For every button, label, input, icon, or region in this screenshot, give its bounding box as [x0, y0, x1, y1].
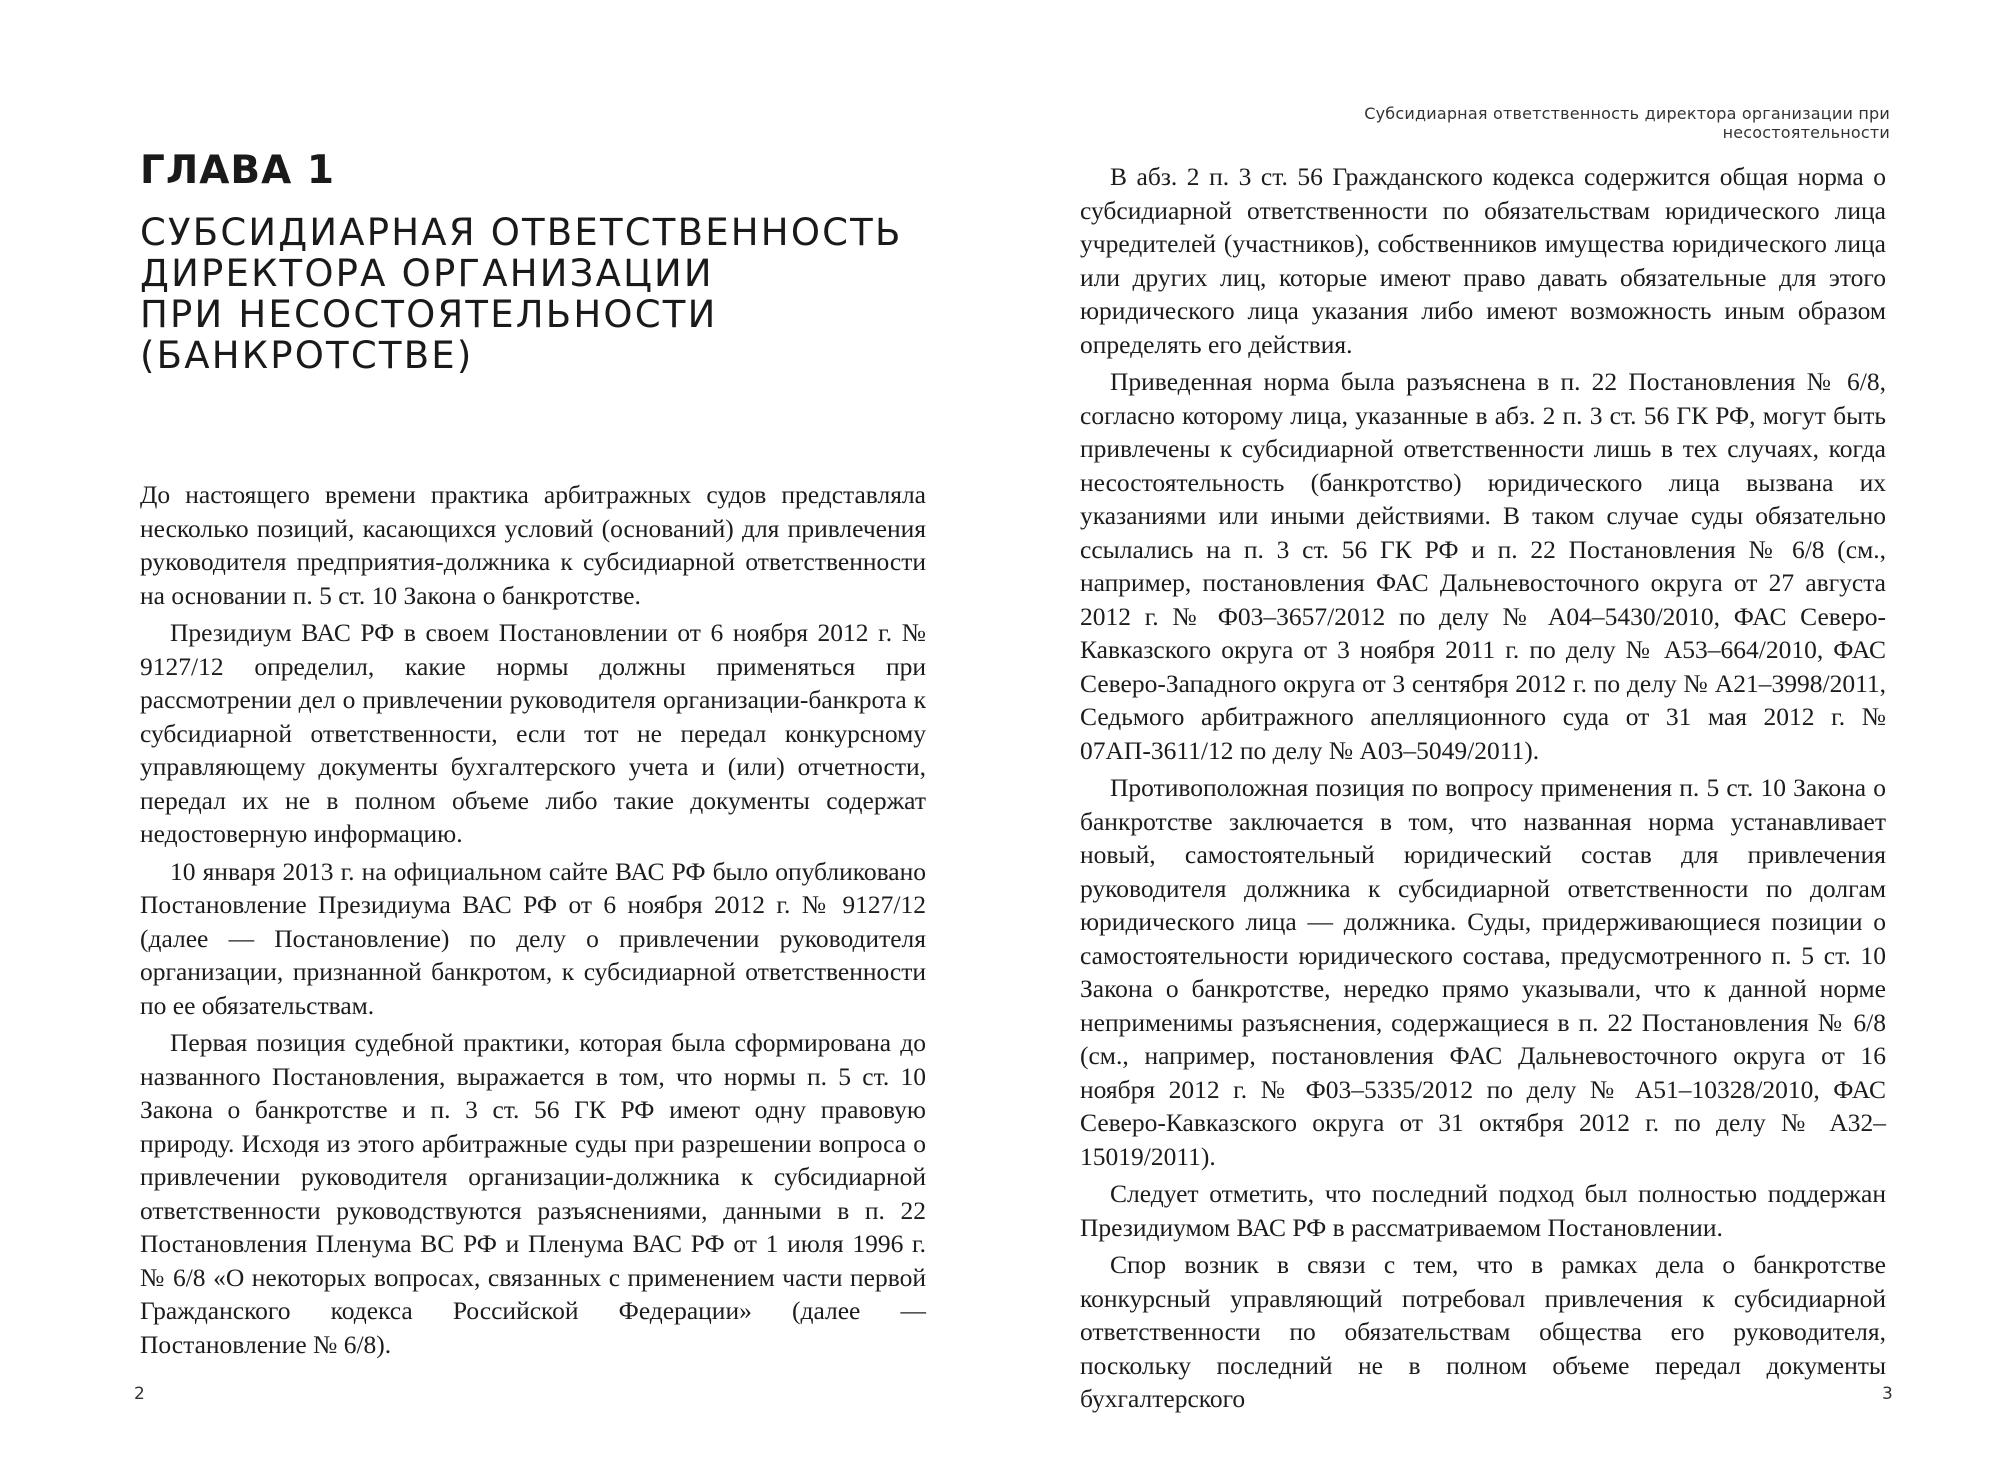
- paragraph: Первая позиция судебной практики, которая была сформирована до названного Постановления, выражается в том, что нормы п. 5 ст. 10 Закона о банкротстве и п. 3 ст. 56 ГК РФ имеют одну правовую природу. Исходя из этого арбитражные суды при разрешении вопроса о привлечении руководителя организации-должника к субсидиарной ответственности руководствуются разъяснениями, данными в п. 22 Постановления Пленума ВС РФ и Пленума ВАС РФ от 1 июля 1996 г. № 6/8 «О некоторых вопросах, связанных с применением части первой Гражданского кодекса Российской Федерации» (далее — Постановление № 6/8).: [140, 1028, 926, 1359]
- chapter-label: ГЛАВА 1: [140, 148, 336, 193]
- chapter-title-line: ДИРЕКТОРА ОРГАНИЗАЦИИ: [140, 252, 714, 295]
- paragraph: Следует отметить, что последний подход был полностью поддержан Президиумом ВАС РФ в рассматриваемом Постановлении.: [1080, 1179, 1886, 1242]
- chapter-title-line: (БАНКРОТСТВЕ): [140, 334, 474, 377]
- chapter-title: [140, 212, 903, 376]
- right-body-text: [1080, 160, 1886, 1416]
- paragraph: Спор возник в связи с тем, что в рамках дела о банкротстве конкурсный управляющий потребовал привлечения к субсидиарной ответственности по обязательствам общества его руководителя, поскольку последний не в полном объеме передал документы бухгалтерского: [1080, 1250, 1886, 1413]
- paragraph: 10 января 2013 г. на официальном сайте ВАС РФ было опубликовано Постановление Президиума ВАС РФ от 6 ноября 2012 г. № 9127/12 (далее — Постановление) по делу о привлечении руководителя организации, признанной банкротом, к субсидиарной ответственности по ее обязательствам.: [140, 856, 926, 1020]
- running-header: Субсидиарная ответственность директора организации при несостоятельности: [1364, 104, 1890, 142]
- chapter-title-line: СУБСИДИАРНАЯ ОТВЕТСТВЕННОСТЬ: [140, 211, 903, 254]
- left-body-text: [140, 478, 926, 1361]
- page-number: 3: [1882, 1384, 1893, 1404]
- chapter-title-line: ПРИ НЕСОСТОЯТЕЛЬНОСТИ: [140, 293, 718, 336]
- paragraph: В абз. 2 п. 3 ст. 56 Гражданского кодекса содержится общая норма о субсидиарной ответственности по обязательствам юридического лица учредителей (участников), собственников имущества юридического лица или других лиц, которые имеют право давать обязательные для этого юридического лица указания либо имеют возможность иным образом определять его действия.: [1080, 162, 1886, 359]
- page-number: 2: [134, 1384, 145, 1404]
- paragraph: Противоположная позиция по вопросу применения п. 5 ст. 10 Закона о банкротстве заключается в том, что названная норма устанавливает новый, самостоятельный юридический состав для привлечения руководителя должника к субсидиарной ответственности по долгам юридического лица — должника. Суды, придерживающиеся позиции о самостоятельности юридического состава, предусмотренного п. 5 ст. 10 Закона о банкротстве, нередко прямо указывали, что к данной норме неприменимы разъяснения, содержащиеся в п. 22 Постановления № 6/8 (см., например, постановления ФАС Дальневосточного округа от 16 ноября 2012 г. № Ф03–5335/2012 по делу № А51–10328/2010, ФАС Северо-Кавказского округа от 31 октября 2012 г. по делу № А32–15019/2011).: [1080, 773, 1886, 1171]
- paragraph: Президиум ВАС РФ в своем Постановлении от 6 ноября 2012 г. № 9127/12 определил, какие нормы должны применяться при рассмотрении дел о привлечении руководителя организации-банкрота к субсидиарной ответственности, если тот не передал конкурсному управляющему документы бухгалтерского учета и (или) отчетности, передал их не в полном объеме либо такие документы содержат недостоверную информацию.: [140, 618, 926, 848]
- paragraph: Приведенная норма была разъяснена в п. 22 Постановления № 6/8, согласно которому лица, указанные в абз. 2 п. 3 ст. 56 ГК РФ, могут быть привлечены к субсидиарной ответственности лишь в тех случаях, когда несостоятельность (банкротство) юридического лица вызвана их указаниями или иными действиями. В таком случае суды обязательно ссылались на п. 3 ст. 56 ГК РФ и п. 22 Постановления № 6/8 (см., например, постановления ФАС Дальневосточного округа от 27 августа 2012 г. № Ф03–3657/2012 по делу № А04–5430/2010, ФАС Северо-Кавказского округа от 3 ноября 2011 г. по делу № А53–664/2010, ФАС Северо-Западного округа от 3 сентября 2012 г. по делу № А21–3998/2011, Седьмого арбитражного апелляционного суда от 31 мая 2012 г. № 07АП-3611/12 по делу № А03–5049/2011).: [1080, 367, 1886, 765]
- paragraph: До настоящего времени практика арбитражных судов представляла несколько позиций, касающихся условий (оснований) для привлечения руководителя предприятия-должника к субсидиарной ответственности на основании п. 5 ст. 10 Закона о банкротстве.: [140, 480, 926, 610]
- right-page: [1000, 0, 2000, 1484]
